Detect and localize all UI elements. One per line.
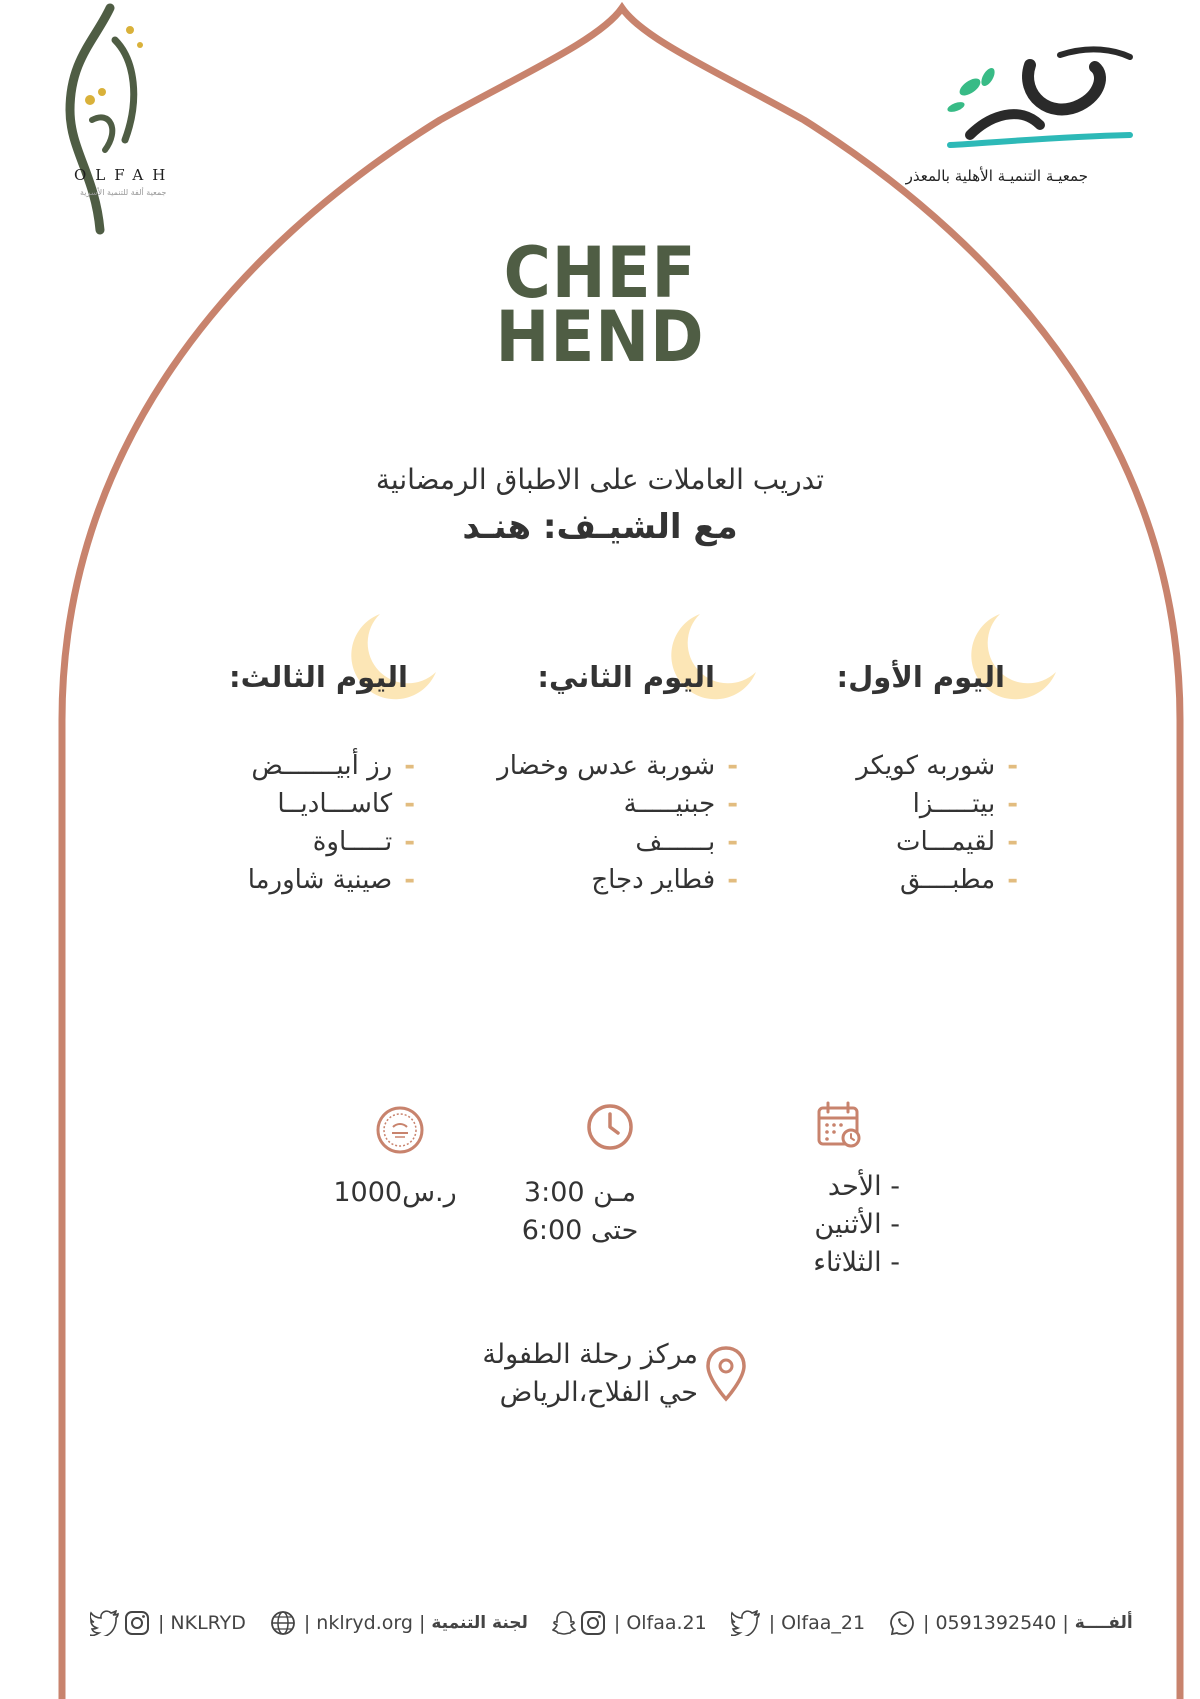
olfah-instagram-handle[interactable]: Olfaa.21 (626, 1612, 707, 1634)
price-value: 1000ر.س (333, 1177, 457, 1208)
separator: | (158, 1612, 165, 1634)
menu-item-label: رز أبيـــــــض (251, 751, 393, 781)
tanmia-logo (930, 45, 1140, 155)
olfah-logo-mark (40, 0, 190, 240)
day2-title: اليوم الثاني: (537, 660, 715, 694)
location-line2: حي الفلاح،الرياض (499, 1377, 698, 1408)
with-chef-heading: مع الشيـف: هنـد (462, 507, 738, 547)
list-item (0, 747, 415, 785)
bullet-dash: - (404, 789, 415, 819)
schedule-day: - الثلاثاء (813, 1247, 900, 1278)
menu-item-label: صينية شاورما (247, 865, 393, 895)
tanmia-label: لجنة التنمية (431, 1613, 528, 1633)
time-to: حتى 6:00 (521, 1215, 639, 1246)
whatsapp-icon[interactable] (889, 1610, 915, 1636)
menu-item-label: تـــــاوة (312, 827, 393, 857)
bullet-dash: - (727, 789, 738, 819)
separator: | (418, 1612, 426, 1634)
tanmia-logo-mark (930, 45, 1140, 155)
calendar-icon (815, 1100, 865, 1150)
phone-number[interactable]: 0591392540 (935, 1612, 1057, 1634)
bullet-dash: - (727, 827, 738, 857)
bullet-dash: - (404, 827, 415, 857)
time-from: مـن 3:00 (523, 1177, 637, 1208)
clock-icon (585, 1102, 635, 1152)
location-block (398, 1336, 698, 1412)
menu-item-label: شوربه كويكر (856, 751, 996, 781)
schedule-days-list (700, 1168, 900, 1282)
menu-item-label: مطبــــق (899, 865, 996, 895)
day3-menu (0, 747, 415, 899)
chef-title-line2: HEND (495, 296, 705, 378)
footer-tanmia-site (268, 1610, 528, 1636)
chef-title-line1: CHEF (503, 232, 697, 314)
bullet-dash: - (1007, 789, 1018, 819)
olfah-label: ألفــــة (1074, 1613, 1133, 1633)
list-item (0, 861, 415, 899)
menu-item-label: شوربة عدس وخضار (497, 751, 716, 781)
menu-item-label: بــــــف (635, 827, 716, 857)
separator: | (923, 1612, 930, 1634)
snapchat-icon[interactable] (552, 1610, 576, 1636)
map-pin-icon (705, 1345, 747, 1403)
tanmia-handle[interactable]: NKLRYD (170, 1612, 246, 1634)
menu-item-label: كاســـاديــا (277, 789, 393, 819)
footer-tanmia-social (88, 1610, 246, 1636)
bullet-dash: - (404, 751, 415, 781)
tanmia-site-link[interactable]: nklryd.org (316, 1612, 413, 1634)
footer-olfah-phone (887, 1610, 1133, 1636)
footer-contact-bar (88, 1610, 1168, 1636)
separator: | (768, 1612, 776, 1634)
menu-item-label: فطاير دجاج (591, 865, 716, 895)
footer-olfah-twitter (729, 1610, 865, 1636)
separator: | (303, 1612, 311, 1634)
olfah-subtitle: جمعية ألفة للتنمية الأسرية (80, 188, 167, 197)
bullet-dash: - (1007, 827, 1018, 857)
location-line1: مركز رحلة الطفولة (482, 1339, 698, 1370)
bullet-dash: - (1007, 751, 1018, 781)
menu-item-label: لقيمـــات (896, 827, 996, 857)
tanmia-caption: جمعيـة التنميـة الأهلية بالمعذر (905, 167, 1088, 185)
menu-item-label: جبنيـــــة (623, 789, 716, 819)
bullet-dash: - (404, 865, 415, 895)
olfah-twitter-handle[interactable]: Olfaa_21 (781, 1612, 866, 1634)
menu-item-label: بيتـــــزا (912, 789, 996, 819)
list-item (0, 823, 415, 861)
time-block (480, 1174, 680, 1250)
globe-icon (270, 1610, 296, 1636)
separator: | (613, 1612, 621, 1634)
riyal-coin-icon (375, 1105, 425, 1155)
bullet-dash: - (727, 865, 738, 895)
day3-title: اليوم الثالث: (229, 660, 408, 694)
schedule-day: - الأثنين (814, 1209, 900, 1240)
instagram-icon[interactable] (580, 1610, 606, 1636)
training-subtitle: تدريب العاملات على الاطباق الرمضانية (375, 463, 825, 496)
separator: | (1062, 1612, 1069, 1634)
olfah-logo (40, 0, 190, 240)
instagram-icon[interactable] (124, 1610, 150, 1636)
bullet-dash: - (727, 751, 738, 781)
list-item (0, 785, 415, 823)
twitter-icon[interactable] (90, 1610, 120, 1636)
day1-title: اليوم الأول: (836, 660, 1005, 694)
olfah-latin-text: OLFAH (74, 166, 175, 184)
footer-olfah-instagram (550, 1610, 707, 1636)
twitter-icon[interactable] (731, 1610, 761, 1636)
bullet-dash: - (1007, 865, 1018, 895)
schedule-day: - الأحد (827, 1171, 900, 1202)
